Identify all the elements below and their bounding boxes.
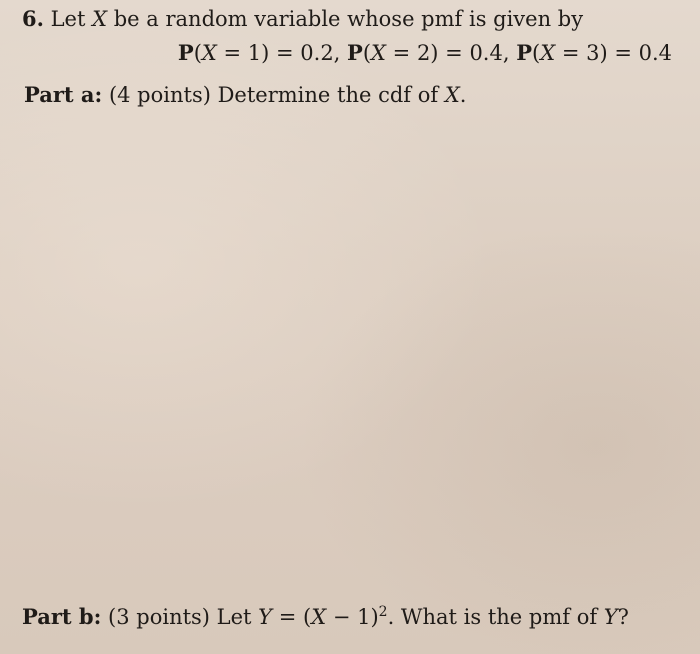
- variable-x: X: [92, 7, 108, 31]
- probability-symbol: P: [177, 40, 194, 65]
- probability-symbol: P: [516, 40, 532, 65]
- paren: (: [193, 41, 202, 65]
- paren: (: [532, 41, 541, 65]
- question-mark: ?: [617, 605, 629, 629]
- part-b-prompt: [22, 604, 629, 630]
- part-b-text: . What is the pmf of: [387, 605, 604, 629]
- part-a-prompt: [24, 82, 466, 108]
- problem-number: 6.: [22, 6, 44, 31]
- variable-x: X: [371, 41, 386, 65]
- variable-x: X: [540, 41, 556, 65]
- part-b-text: (3 points) Let: [101, 605, 259, 629]
- pmf-term-1: = 1) = 0.2,: [216, 41, 348, 65]
- probability-symbol: P: [347, 40, 363, 65]
- problem-statement: [22, 6, 583, 32]
- pmf-term-3: = 3) = 0.4: [555, 41, 672, 65]
- variable-x: X: [201, 41, 217, 65]
- period: .: [459, 83, 467, 107]
- variable-x: X: [311, 605, 327, 629]
- part-b-label: Part b:: [22, 604, 102, 629]
- variable-x: X: [444, 83, 460, 107]
- part-a-label: Part a:: [24, 82, 103, 107]
- exponent: 2: [378, 604, 388, 620]
- part-b-text: − 1): [326, 605, 379, 629]
- pmf-term-2: = 2) = 0.4,: [386, 41, 517, 65]
- paren: (: [362, 41, 372, 65]
- problem-text: Let: [43, 7, 93, 31]
- pmf-equation: [178, 40, 672, 66]
- problem-text: be a random variable whose pmf is given by: [107, 7, 584, 31]
- variable-y: Y: [603, 605, 618, 629]
- part-b-text: = (: [272, 605, 312, 629]
- variable-y: Y: [258, 605, 273, 629]
- part-a-text: (4 points) Determine the cdf of: [102, 83, 445, 107]
